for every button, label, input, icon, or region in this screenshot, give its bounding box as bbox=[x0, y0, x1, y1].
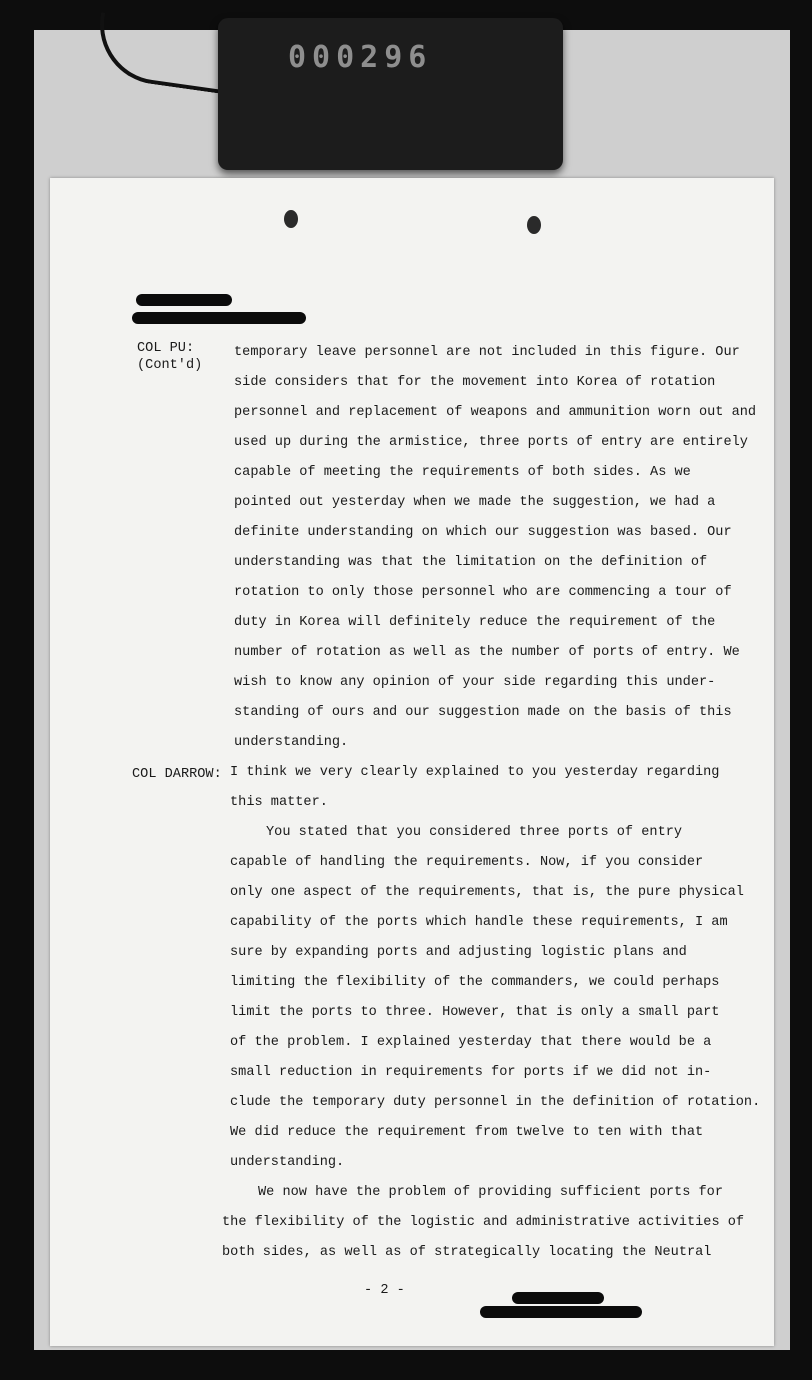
text-line: You stated that you considered three ports of entry bbox=[266, 825, 683, 840]
redaction-bar-bottom-1 bbox=[512, 1292, 604, 1304]
text-line: capable of meeting the requirements of both sides. As we bbox=[234, 465, 691, 480]
text-line: the flexibility of the logistic and administrative activities of bbox=[222, 1215, 745, 1230]
redaction-bar-bottom-2 bbox=[480, 1306, 642, 1318]
text-line: limiting the flexibility of the commanders, we could perhaps bbox=[230, 975, 720, 990]
text-line: wish to know any opinion of your side regarding this under- bbox=[234, 675, 716, 690]
frame-counter bbox=[218, 18, 563, 170]
redaction-bar-top-2 bbox=[132, 312, 306, 324]
paragraph-neutral-ports bbox=[222, 1178, 744, 1268]
text-line: understanding. bbox=[234, 735, 349, 750]
text-line: capability of the ports which handle these requirements, I am bbox=[230, 915, 728, 930]
text-line: definite understanding on which our suggestion was based. Our bbox=[234, 525, 732, 540]
punch-hole-left bbox=[284, 210, 298, 228]
speaker-col-pu bbox=[137, 340, 202, 374]
page-number: - 2 - bbox=[364, 1283, 405, 1298]
counter-digits: 000296 bbox=[288, 40, 433, 75]
speaker-name: COL DARROW: bbox=[132, 767, 222, 782]
text-line: this matter. bbox=[230, 795, 328, 810]
speaker-note: (Cont'd) bbox=[137, 358, 203, 373]
speaker-col-darrow bbox=[132, 766, 222, 783]
text-line: number of rotation as well as the number of ports of entry. We bbox=[234, 645, 740, 660]
text-line: understanding. bbox=[230, 1155, 345, 1170]
text-line: personnel and replacement of weapons and ammunition worn out and bbox=[234, 405, 757, 420]
text-line: rotation to only those personnel who are commencing a tour of bbox=[234, 585, 732, 600]
text-line: small reduction in requirements for ports if we did not in- bbox=[230, 1065, 712, 1080]
text-line: capable of handling the requirements. Now, if you consider bbox=[230, 855, 704, 870]
redaction-bar-top-1 bbox=[136, 294, 232, 306]
text-line: understanding was that the limitation on the definition of bbox=[234, 555, 708, 570]
text-line: standing of ours and our suggestion made on the basis of this bbox=[234, 705, 732, 720]
text-line: limit the ports to three. However, that is only a small part bbox=[230, 1005, 720, 1020]
text-line: We now have the problem of providing sufficient ports for bbox=[258, 1185, 723, 1200]
text-line: sure by expanding ports and adjusting logistic plans and bbox=[230, 945, 687, 960]
paragraph-col-pu bbox=[234, 338, 756, 758]
text-line: I think we very clearly explained to you yesterday regarding bbox=[230, 765, 720, 780]
text-line: of the problem. I explained yesterday that there would be a bbox=[230, 1035, 712, 1050]
text-line: both sides, as well as of strategically locating the Neutral bbox=[222, 1245, 712, 1260]
text-line: duty in Korea will definitely reduce the requirement of the bbox=[234, 615, 716, 630]
document-page bbox=[50, 178, 774, 1346]
text-line: temporary leave personnel are not included in this figure. Our bbox=[234, 345, 740, 360]
paragraph-ports-explanation bbox=[230, 818, 760, 1178]
speaker-name: COL PU: bbox=[137, 341, 195, 356]
text-line: We did reduce the requirement from twelve to ten with that bbox=[230, 1125, 704, 1140]
punch-hole-right bbox=[527, 216, 541, 234]
text-line: only one aspect of the requirements, that is, the pure physical bbox=[230, 885, 744, 900]
text-line: clude the temporary duty personnel in the definition of rotation. bbox=[230, 1095, 761, 1110]
text-line: side considers that for the movement into Korea of rotation bbox=[234, 375, 716, 390]
text-line: pointed out yesterday when we made the suggestion, we had a bbox=[234, 495, 716, 510]
paragraph-col-darrow bbox=[230, 758, 719, 818]
text-line: used up during the armistice, three ports of entry are entirely bbox=[234, 435, 748, 450]
